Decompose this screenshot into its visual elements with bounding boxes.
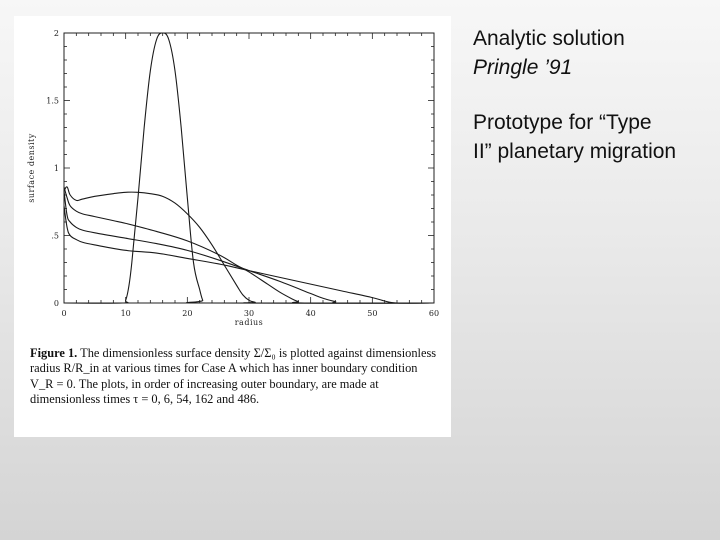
x-tick-label: 10 [120,309,131,318]
y-tick-label: 1.5 [46,96,59,106]
series-line-3 [64,191,434,303]
x-tick-label: 60 [428,309,440,318]
x-tick-label: 30 [243,309,255,318]
slide-point-line1: Prototype for “Type [473,111,652,134]
series-group [64,33,434,303]
x-tick-label: 50 [367,309,378,318]
slide-reference: Pringle ’91 [473,56,573,79]
axis-tick-labels [46,29,439,318]
series-line-2 [64,187,434,303]
figure-caption [30,346,442,408]
y-axis-label: surface density [27,133,36,203]
slide-heading: Analytic solution [473,27,625,50]
series-line-0 [64,33,434,303]
caption-body: The dimensionless surface density Σ/Σ₀ is plotted against dimensionless radius R/R_in at various times for Case A which has inner boundary condition V_R = 0. The plots, in order of increasing outer boundary, are made at dimensionless times τ = 0, 6, 54, 162 and 486. [30,346,437,407]
slide-point-line2: II” planetary migration [473,140,677,163]
plot-frame [64,33,434,303]
y-tick-label: 2 [53,29,59,38]
x-axis-label: radius [234,318,264,327]
y-tick-label: .5 [51,231,59,241]
paper-figure [14,16,451,437]
caption-lead: Figure 1. [30,346,78,360]
x-tick-label: 20 [182,309,193,318]
x-tick-label: 40 [305,309,316,318]
axis-ticks [64,33,434,303]
y-tick-label: 1 [53,164,59,173]
series-line-1 [64,187,434,303]
y-tick-label: 0 [53,299,59,308]
x-tick-label: 0 [61,309,67,318]
surface-density-chart [14,16,451,336]
series-line-4 [64,206,434,303]
slide-text-block [473,24,713,166]
